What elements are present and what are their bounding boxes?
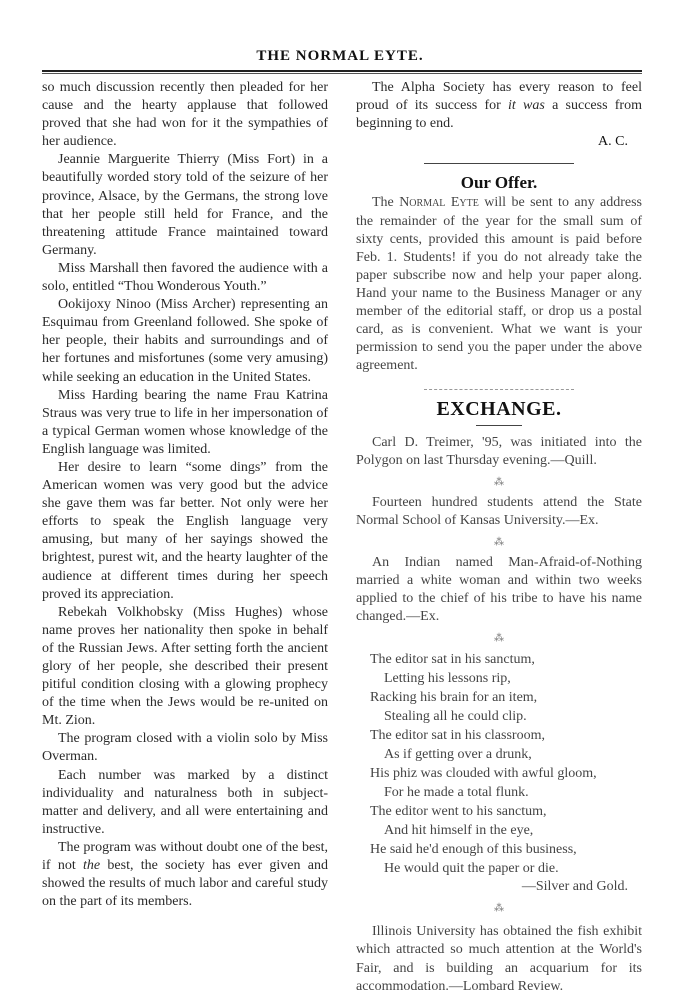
italic-text: the <box>83 858 101 874</box>
divider <box>424 163 574 164</box>
poem-line: He said he'd enough of this business, <box>370 842 577 858</box>
paragraph: Rebekah Volkhobsky (Miss Hughes) whose name proves her nationality then spoke in behalf of the Russian Jews. After setting forth the ancient glory of her people, she described their present pitiful condition closing with a glowing prophecy of the time when the Jews would be re-united on Mt. Zion. <box>42 604 328 729</box>
text: The <box>372 195 400 211</box>
paragraph-closing <box>42 839 328 911</box>
poem-line: Stealing all he could clip. <box>384 709 527 725</box>
poem-line: He would quit the paper or die. <box>384 861 559 877</box>
poem <box>370 650 642 878</box>
paragraph: Jeannie Marguerite Thierry (Miss Fort) in a beautifully worded story told of the seizure of her province, Alsace, by the Germans, the strong love that her people still held for France, and the threatening attitude France maintained toward Germany. <box>42 152 328 258</box>
offer-paragraph <box>356 194 642 375</box>
signature: A. C. <box>598 134 628 150</box>
asterism: ⁂ <box>494 633 504 645</box>
right-column <box>356 79 642 996</box>
poem-line: Racking his brain for an item, <box>370 690 538 706</box>
poem-line: For he made a total flunk. <box>384 785 529 801</box>
exchange-item: An Indian named Man-Afraid-of-Nothing married a white woman and within two weeks applied to the chief of his tribe to have his name changed.—Ex. <box>356 554 642 625</box>
exchange-item: Carl D. Treimer, '95, was initiated into the Polygon on last Thursday evening.—Quill. <box>356 434 642 468</box>
asterism: ⁂ <box>494 903 504 915</box>
offer-heading: Our Offer. <box>460 173 538 193</box>
left-column <box>42 79 328 911</box>
alpha-paragraph <box>356 79 642 133</box>
asterism: ⁂ <box>494 536 504 548</box>
newspaper-masthead: THE NORMAL EYTE. <box>256 48 424 64</box>
text: The program was without doubt one of the best, if not <box>42 839 328 874</box>
exchange-heading: EXCHANGE. <box>436 398 562 421</box>
paragraph: Miss Harding bearing the name Frau Katrina Straus was very true to life in her impersonation of a typical German women whose knowledge of the English language was limited. <box>42 387 328 457</box>
text: will be sent to any address the remainder of the year for the small sum of sixty cents, provided this amount is paid before Feb. 1. Students! if you do not already take the paper subscribe now and help your paper along. Hand your name to the Business Manager or any member of the editorial staff, or drop us a postal card, as is convenient. What we want is your permission to send you the paper under the above agreement. <box>356 195 642 374</box>
exchange-item: Illinois University has obtained the fish exhibit which attracted so much attention at the World's Fair, and is building an acquarium for its accommodation.—Lombard Review. <box>356 924 642 994</box>
poem-line: The editor sat in his sanctum, <box>370 652 535 668</box>
paragraph: Each number was marked by a distinct individuality and naturalness both in subject-matter and delivery, and all were entertaining and instructive. <box>42 767 328 837</box>
paragraph: Ookijoxy Ninoo (Miss Archer) representing an Esquimau from Greenland followed. She spoke of her people, their habits and surroundings and of her fortunes and misfortunes (some very amusing) while seeking an education in the United States. <box>42 297 328 385</box>
divider <box>424 389 574 390</box>
signature-line <box>356 133 642 151</box>
asterism: ⁂ <box>494 476 504 488</box>
poem-line: The editor sat in his classroom, <box>370 728 545 744</box>
header-rule <box>42 70 642 74</box>
poem-attribution: —Silver and Gold. <box>521 879 628 895</box>
poem-line: Letting his lessons rip, <box>384 671 511 687</box>
text: best, the society has ever given and showed the results of much labor and careful study on the part of its members. <box>42 858 328 910</box>
poem-line: And hit himself in the eye, <box>384 823 534 839</box>
paragraph: Her desire to learn “some dings” from the American women was very good but the advice she gave them was far better. Not only were her efforts to speak the English language very amusing, but many of her sayings showed the brightest, purest wit, and the hearty laughter of the audience at different times during her speech proved its appreciation. <box>42 459 328 602</box>
italic-text: it was <box>508 98 545 114</box>
text: The Alpha Society has every reason to feel proud of its success for <box>356 80 642 114</box>
poem-line: His phiz was clouded with awful gloom, <box>370 766 597 782</box>
poem-line: The editor went to his sanctum, <box>370 804 547 820</box>
paragraph: so much discussion recently then pleaded for her cause and the hearty applause that followed proved that she had won for it the sympathies of her audience. <box>42 80 328 150</box>
divider <box>476 425 522 426</box>
exchange-item: Fourteen hundred students attend the State Normal School of Kansas University.—Ex. <box>356 494 642 528</box>
paragraph: The program closed with a violin solo by Miss Overman. <box>42 731 328 765</box>
text: a success from beginning to end. <box>356 98 642 132</box>
paragraph: Miss Marshall then favored the audience with a solo, entitled “Thou Wonderous Youth.” <box>42 260 328 295</box>
poem-line: As if getting over a drunk, <box>384 747 532 763</box>
paper-name: Normal Eyte <box>399 195 479 211</box>
